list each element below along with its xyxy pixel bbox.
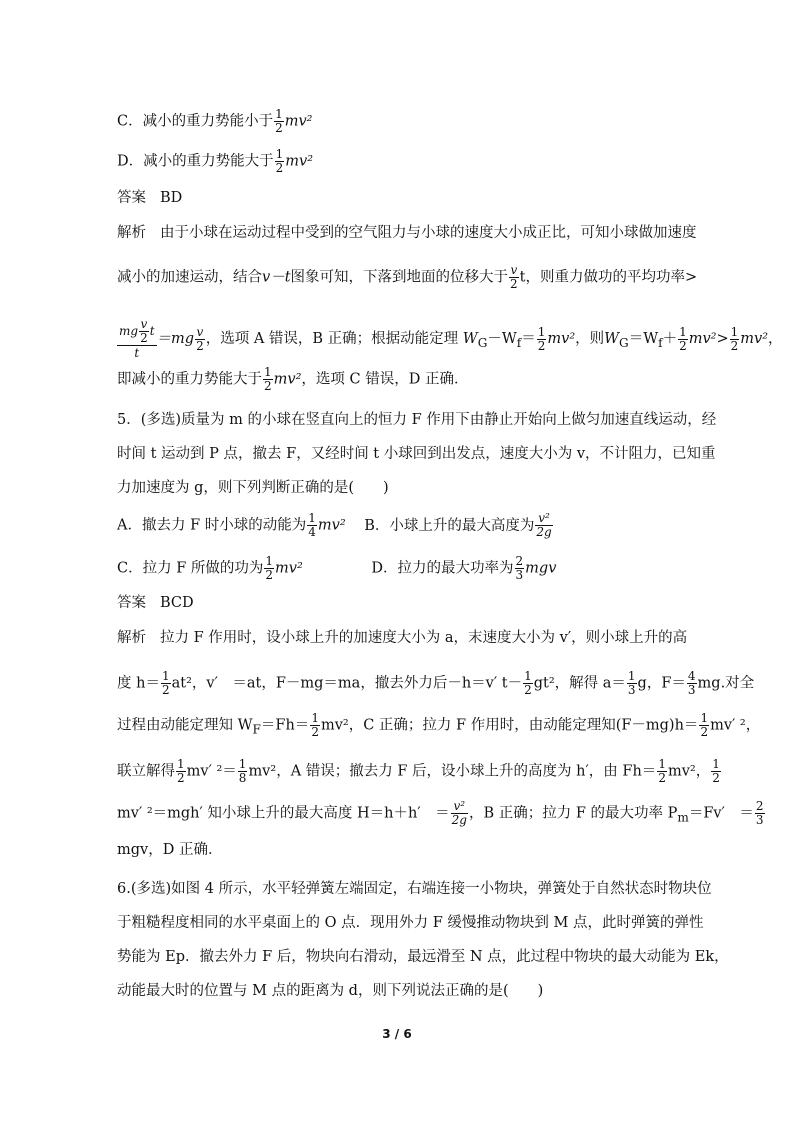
q5-analysis-line-2: 度 h＝ $\frac{1}{2}$ at²，v′ ＝at，F－mg＝ma，撤去外力后－h＝v′ t－ $\frac{1}{2}$ gt²，解得 a＝ $\frac{1}{3}$ g，F＝ $\frac{4}{3}$ mg.对全: [117, 669, 755, 697]
q5-analysis-line-5: mv′ ²＝mgh′ 知小球上升的最大高度 H＝h＋h′ ＝ $\frac{\text{v²}}{2g}$ ，B 正确；拉力 F 的最大功率 $P_m=Fv'$ ＝ $\frac{2}{3}$: [117, 799, 764, 827]
q6-stem-line-3: 势能为 Ep．撤去外力 F 后，物块向右滑动，最远滑至 N 点，此过程中物块的最大动能为 Ek，: [117, 949, 729, 965]
q4-option-c: C．减小的重力势能小于 $\frac{1}{2}$ mv²: [117, 107, 313, 135]
q4-answer: 答案 BD: [117, 190, 183, 206]
q5-stem-line-1: 5．(多选)质量为 m 的小球在竖直向上的恒力 F 作用下由静止开始向上做匀加速直线运动，经: [117, 412, 717, 428]
q5-analysis-line-1: 解析 拉力 F 作用时，设小球上升的加速度大小为 a，末速度大小为 v′，则小球上升的高: [117, 630, 688, 646]
q5-stem-line-2: 时间 t 运动到 P 点，撤去 F，又经时间 t 小球回到出发点，速度大小为 v，不计阻力，已知重: [117, 446, 716, 462]
q6-stem-line-2: 于粗糙程度相同的水平桌面上的 O 点．现用外力 F 缓慢推动物块到 M 点，此时弹簧的弹性: [117, 915, 704, 931]
q4-analysis-line-1: 解析 由于小球在运动过程中受到的空气阻力与小球的速度大小成正比，可知小球做加速度: [117, 225, 697, 241]
half-fraction: $\frac{1}{2}$: [275, 107, 283, 135]
q6-stem-line-4: 动能最大时的位置与 M 点的距离为 d，则下列说法正确的是( ): [117, 983, 544, 999]
q4-option-d: D．减小的重力势能大于 $\frac{1}{2}$ mv²: [117, 147, 314, 175]
half-fraction: $\frac{1}{2}$: [275, 147, 284, 175]
page-number: 3 / 6: [382, 1027, 412, 1041]
q4-analysis-line-2: 减小的加速运动，结合v－t图象可知，下落到地面的位移大于 $\frac{v}{2}$ t，则重力做功的平均功率>: [117, 263, 698, 291]
q4-analysis-line-3: mg $\frac{v}{2}$ t t ＝mg $\frac{v}{2}$ ，选项 A 错误，B 正确；根据动能定理 $W_G-W_f=$ $\frac{1}{2}$ mv²，则$W_G=W_f+$ $\frac{1}{2}$ mv²> $\frac{1}{2}$ mv²，: [119, 317, 783, 360]
q5-options-cd: C．拉力 F 所做的功为 $\frac{1}{2}$ mv² D．拉力的最大功率为 $\frac{2}{3}$ mgv: [117, 554, 557, 582]
q6-stem-line-1: 6.(多选)如图 4 所示，水平轻弹簧左端固定，右端连接一小物块，弹簧处于自然状态时物块位: [117, 881, 712, 897]
q5-analysis-line-3: 过程由动能定理知 $W_F=Fh=$ $\frac{1}{2}$ mv²，C 正确；拉力 F 作用时，由动能定理知(F－mg)h＝ $\frac{1}{2}$ mv′ ²，: [117, 711, 761, 739]
q5-stem-line-3: 力加速度为 g，则下列判断正确的是( ): [117, 480, 389, 496]
q5-options-ab: A．撤去力 F 时小球的动能为 $\frac{1}{4}$ mv² B．小球上升的最大高度为 $\frac{\text{v²}}{2g}$: [117, 511, 552, 539]
q4-analysis-line-4: 即减小的重力势能大于 $\frac{1}{2}$ mv²，选项 C 错误，D 正确．: [117, 365, 469, 393]
q5-analysis-line-4: 联立解得 $\frac{1}{2}$ mv′ ²＝ $\frac{1}{8}$ mv²，A 错误；撤去力 F 后，设小球上升的高度为 h′，由 Fh＝ $\frac{1}{2}$ mv²， $\frac{1}{2}$: [117, 757, 720, 785]
q5-answer: 答案 BCD: [117, 595, 194, 611]
q5-analysis-line-6: mgv，D 正确．: [117, 842, 223, 858]
average-power-fraction: mg $\frac{v}{2}$ t t: [119, 317, 155, 360]
